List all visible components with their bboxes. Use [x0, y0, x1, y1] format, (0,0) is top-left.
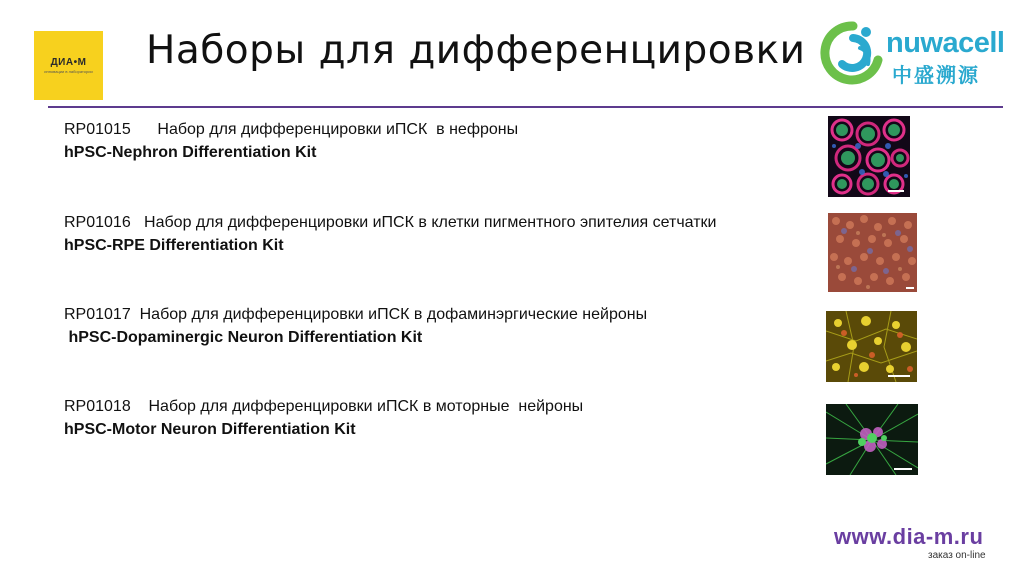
product-item-motor-neuron: [64, 398, 583, 439]
product-code-name: RP01017 Набор для дифференцировки иПСК в дофаминэргические нейроны: [64, 306, 648, 323]
order-online-label: заказ on-line: [928, 550, 986, 561]
page-title: Наборы для дифференцировки: [146, 28, 806, 73]
rpe-micrograph: [828, 213, 917, 292]
product-english-name: hPSC-RPE Differentiation Kit: [64, 237, 284, 254]
product-code-name: RP01016 Набор для дифференцировки иПСК в клетки пигментного эпителия сетчатки: [64, 214, 717, 231]
header-divider: [48, 106, 1003, 108]
dia-m-logo-tagline: инновации в лаборатории: [44, 69, 93, 74]
product-item-nephron: [64, 121, 518, 162]
motor-neuron-micrograph: [826, 404, 918, 475]
nuwacell-logo-name: nuwacell: [886, 27, 1005, 59]
nuwacell-logo: [820, 20, 1005, 90]
website-url[interactable]: www.dia-m.ru: [834, 524, 984, 549]
product-item-dopaminergic: [64, 306, 647, 347]
product-english-name: hPSC-Dopaminergic Neuron Differentiation Kit: [64, 329, 423, 346]
product-item-rpe: [64, 214, 716, 255]
dia-m-logo-text: ДИА•М: [50, 57, 87, 68]
product-code-name: RP01015 Набор для дифференцировки иПСК в нефроны: [64, 121, 519, 138]
dopaminergic-neuron-micrograph: [826, 311, 917, 382]
nuwacell-logo-cn: 中盛溯源: [892, 65, 980, 87]
product-english-name: hPSC-Motor Neuron Differentiation Kit: [64, 421, 356, 438]
product-code-name: RP01018 Набор для дифференцировки иПСК в моторные нейроны: [64, 398, 584, 415]
nephron-micrograph: [828, 116, 910, 197]
dia-m-logo: [34, 31, 103, 100]
product-english-name: hPSC-Nephron Differentiation Kit: [64, 144, 317, 161]
nuwacell-mark-icon: [820, 20, 886, 86]
